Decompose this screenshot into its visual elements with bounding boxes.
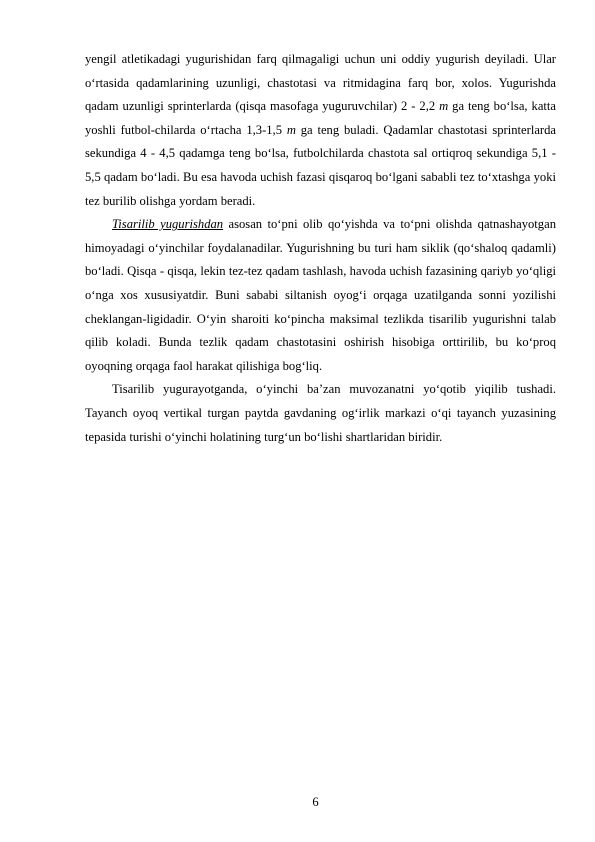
paragraph-backward-running — [85, 213, 556, 378]
unit-meter: m — [439, 99, 449, 114]
page-body — [85, 48, 556, 449]
term-backward-running: Tisarilib yugurishdan — [112, 217, 224, 232]
paragraph-running-comparison — [85, 48, 556, 213]
paragraph-balance — [85, 378, 556, 449]
paragraph-text: ga teng bo‘lsa, katta yoshli futbol-chilarda o‘rtacha 1,3-1,5 — [85, 99, 556, 137]
page-number: 6 — [312, 795, 319, 809]
paragraph-text: asosan to‘pni olib qo‘yishda va to‘pni olishda qatnashayotgan himoyadagi o‘yinchilar foydalanadilar. Yugurishning bu turi ham siklik (qo‘shaloq qadamli) bo‘ladi. Qisqa - qisqa, lekin tez-tez qadam tashlash, havoda uchish fazasining qariyb yo‘qligi o‘nga xos xususiyatdir. Buni sababi siltanish oyog‘i orqaga uzatilganda sonni yozilishi cheklangan-ligidadir. O‘yin sharoiti ko‘pincha maksimal tezlikda tisarilib yugurishni talab qilib koladi. Bunda tezlik qadam chastotasini oshirish hisobiga orttirilib, bu ko‘proq oyoqning orqaga faol harakat qilishiga bog‘liq. — [85, 217, 556, 373]
paragraph-text: Tisarilib yugurayotganda, o‘yinchi ba’zan muvozanatni yo‘qotib yiqilib tushadi. Tayanch oyoq vertikal turgan paytda gavdaning og‘irlik markazi o‘qi tayanch yuzasining tepasida turishi o‘yinchi holatining turg‘un bo‘lishi shartlaridan biridir. — [85, 382, 556, 444]
unit-meter: m — [286, 122, 296, 137]
paragraph-text: ga teng buladi. Qadamlar chastotasi sprinterlarda sekundiga 4 - 4,5 qadamga teng bo‘lsa, futbolchilarda chastota sal ortiqroq sekundiga 5,1 - 5,5 qadam bo‘ladi. Bu esa havoda uchish fazasi qisqaroq bo‘lgani sababli tez to‘xtashga yoki tez burilib olishga yordam beradi. — [85, 122, 556, 208]
paragraph-text: yengil atletikadagi yugurishidan farq qilmagaligi uchun uni oddiy yugurish deyiladi. Ular o‘rtasida qadamlarining uzunligi, chastotasi va ritmidagina farq bor, xolos. Yugurishda qadam uzunligi sprinterlarda (qisqa masofaga yuguruvchilar) 2 - 2,2 — [85, 52, 556, 114]
